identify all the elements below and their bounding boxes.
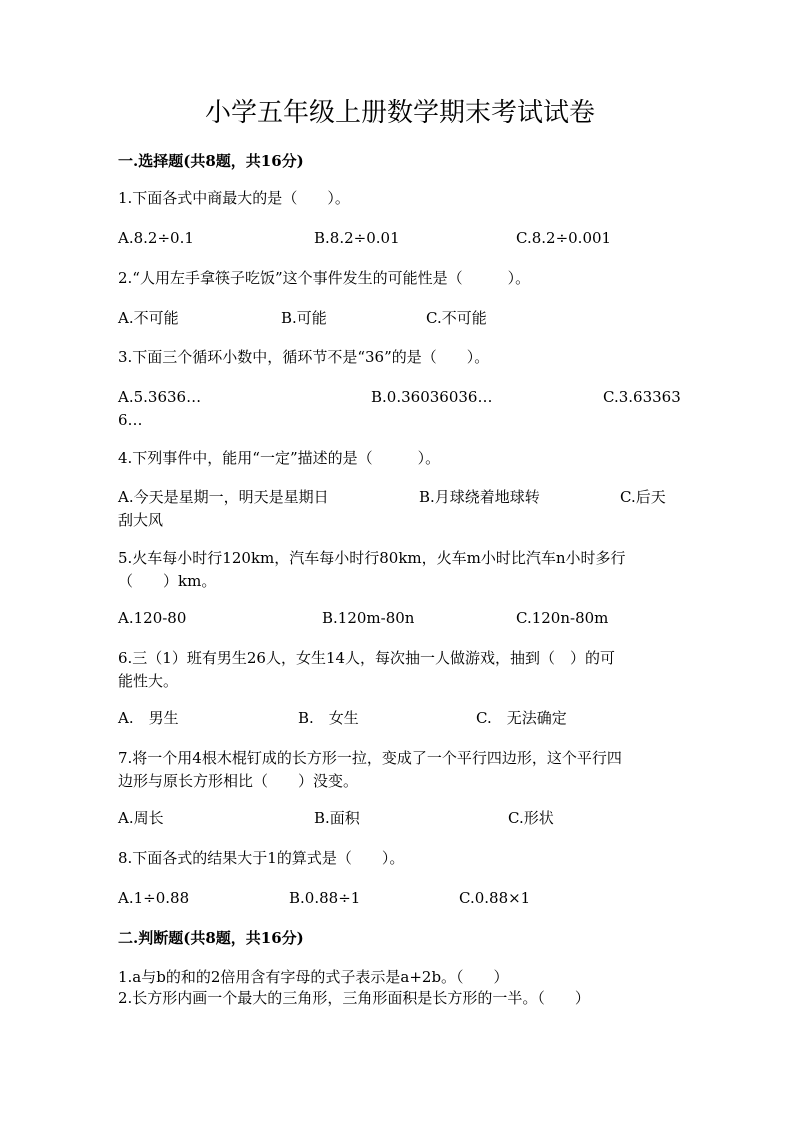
option-3c-continued: 6… xyxy=(118,411,143,429)
option-7b: B.面积 xyxy=(314,809,360,827)
question-7: 7.将一个用4根木棍钉成的长方形一拉，变成了一个平行四边形，这个平行四 xyxy=(118,749,622,767)
option-4c-continued: 刮大风 xyxy=(118,511,164,529)
option-3c: C.3.63363 xyxy=(603,388,681,406)
option-3a: A.5.3636… xyxy=(118,388,202,406)
question-3: 3.下面三个循环小数中，循环节不是“36”的是（ ）。 xyxy=(118,348,490,366)
question-4: 4.下列事件中，能用“一定”描述的是（ ）。 xyxy=(118,449,441,467)
option-8b: B.0.88÷1 xyxy=(289,889,361,907)
option-8a: A.1÷0.88 xyxy=(118,889,190,907)
option-4a: A.今天是星期一，明天是星期日 xyxy=(118,488,329,506)
option-3b: B.0.36036036… xyxy=(371,388,493,406)
page-title: 小学五年级上册数学期末考试试卷 xyxy=(204,98,595,128)
option-1c: C.8.2÷0.001 xyxy=(516,229,612,247)
option-1a: A.8.2÷0.1 xyxy=(118,229,194,247)
option-2a: A.不可能 xyxy=(118,309,179,327)
question-7-continued: 边形与原长方形相比（ ）没变。 xyxy=(118,772,359,790)
option-6a: A. 男生 xyxy=(118,709,179,727)
question-2: 2.“人用左手拿筷子吃饭”这个事件发生的可能性是（ ）。 xyxy=(118,269,531,287)
option-6c: C. 无法确定 xyxy=(476,709,567,727)
section-heading-judgement: 二.判断题(共8题，共16分) xyxy=(118,929,304,947)
question-5: 5.火车每小时行120km，汽车每小时行80km，火车m小时比汽车n小时多行 xyxy=(118,549,626,567)
question-6-continued: 能性大。 xyxy=(118,672,179,690)
judgement-question-2: 2.长方形内画一个最大的三角形，三角形面积是长方形的一半。（ ） xyxy=(118,989,590,1007)
question-5-continued: （ ）km。 xyxy=(118,572,217,590)
judgement-question-1: 1.a与b的和的2倍用含有字母的式子表示是a+2b。（ ） xyxy=(118,968,509,986)
option-7a: A.周长 xyxy=(118,809,164,827)
option-1b: B.8.2÷0.01 xyxy=(314,229,400,247)
option-5b: B.120m-80n xyxy=(322,609,415,627)
question-6: 6.三（1）班有男生26人，女生14人，每次抽一人做游戏，抽到（ ）的可 xyxy=(118,649,616,667)
option-8c: C.0.88×1 xyxy=(459,889,531,907)
option-5a: A.120-80 xyxy=(118,609,187,627)
option-6b: B. 女生 xyxy=(298,709,359,727)
option-5c: C.120n-80m xyxy=(516,609,609,627)
option-2b: B.可能 xyxy=(281,309,327,327)
option-4c: C.后天 xyxy=(620,488,666,506)
option-4b: B.月球绕着地球转 xyxy=(419,488,540,506)
option-7c: C.形状 xyxy=(508,809,554,827)
option-2c: C.不可能 xyxy=(426,309,487,327)
question-8: 8.下面各式的结果大于1的算式是（ ）。 xyxy=(118,849,405,867)
question-1: 1.下面各式中商最大的是（ ）。 xyxy=(118,189,350,207)
section-heading-choice: 一.选择题(共8题，共16分) xyxy=(118,152,304,170)
